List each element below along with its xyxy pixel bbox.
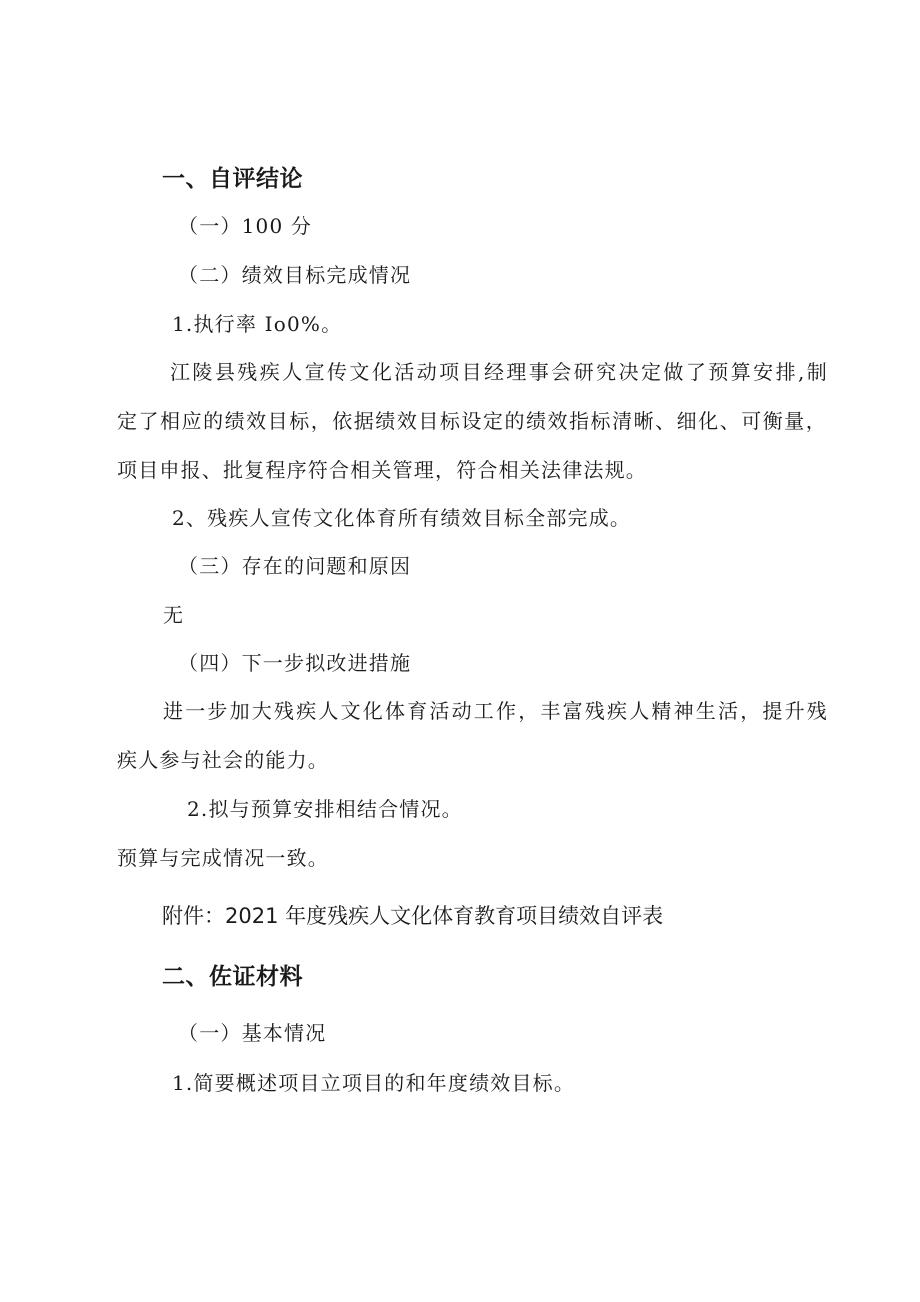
paragraph-line: 项目申报、批复程序符合相关管理，符合相关法律法规。 [117,458,647,482]
paragraph-line: 江陵县残疾人宣传文化活动项目经理事会研究决定做了预算安排,制 [170,360,828,384]
score-line: （一）100 分 [178,214,313,238]
goals-completed-item: 2、残疾人宣传文化体育所有绩效目标全部完成。 [172,506,632,530]
paragraph-line: 定了相应的绩效目标，依据绩效目标设定的绩效指标清晰、细化、可衡量， [117,409,827,433]
paragraph-line: 疾人参与社会的能力。 [117,748,329,772]
attachment-line: 附件：2021 年度残疾人文化体育教育项目绩效自评表 [162,904,664,928]
basic-info-heading: （一）基本情况 [178,1021,327,1045]
execution-rate-item: 1.执行率 Io0%。 [172,312,343,336]
goal-completion-heading: （二）绩效目标完成情况 [178,263,412,287]
problems-heading: （三）存在的问题和原因 [178,554,412,578]
section1-heading: 一、自评结论 [162,166,303,192]
problems-text: 无 [163,603,185,627]
paragraph-line: 进一步加大残疾人文化体育活动工作，丰富残疾人精神生活，提升残 [163,699,828,723]
budget-consistency-text: 预算与完成情况一致。 [117,846,329,870]
project-overview-item: 1.简要概述项目立项目的和年度绩效目标。 [172,1071,576,1095]
section2-heading: 二、佐证材料 [162,964,303,990]
improvement-heading: （四）下一步拟改进措施 [178,651,412,675]
budget-combination-item: 2.拟与预算安排相结合情况。 [187,797,463,821]
